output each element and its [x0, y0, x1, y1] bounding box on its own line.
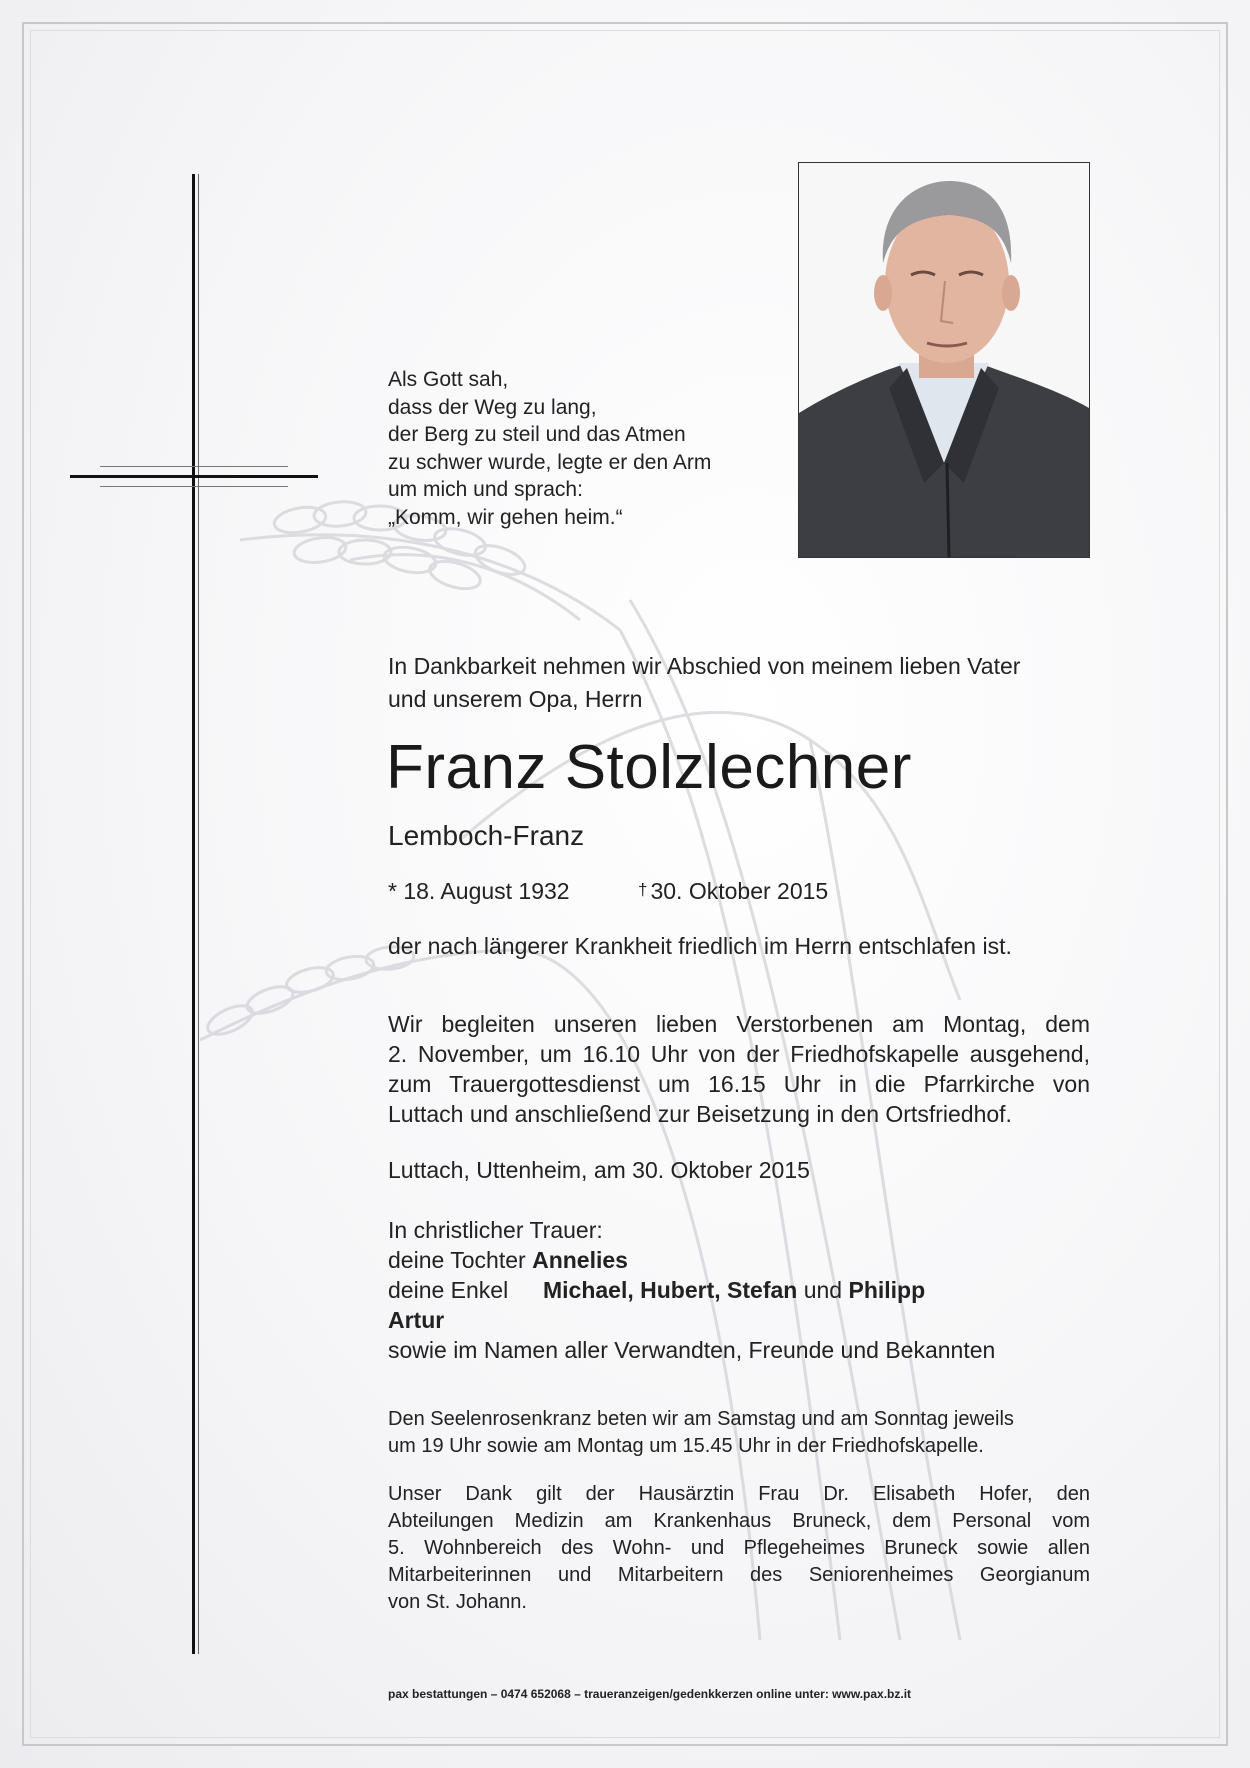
quote-line: „Komm, wir gehen heim.“ — [388, 505, 623, 529]
rosary-line: Den Seelenrosenkranz beten wir am Samstag und am Sonntag jeweils — [388, 1408, 1014, 1430]
dagger-icon: † — [638, 880, 648, 899]
thanks-line: 5. Wohnbereich des Wohn- und Pflegeheimes Bruneck sowie allen — [388, 1537, 1090, 1559]
thanks-line: Mitarbeiterinnen und Mitarbeitern des Seniorenheimes Georgianum — [388, 1564, 1090, 1586]
daughter-label: deine Tochter — [388, 1247, 533, 1273]
deceased-nickname: Lemboch-Franz — [388, 820, 585, 851]
memorial-quote — [388, 366, 788, 531]
grandchildren-label: deine Enkel — [388, 1277, 509, 1303]
mourner-relatives: sowie im Namen aller Verwandten, Freunde und Bekannten — [388, 1337, 996, 1363]
funeral-line: 2. November, um 16.10 Uhr von der Friedhofskapelle ausgehend, — [388, 1041, 1090, 1067]
funeral-line: Wir begleiten unseren lieben Verstorbenen am Montag, dem — [388, 1011, 1090, 1037]
intro-line: und unserem Opa, Herrn — [388, 686, 643, 712]
footer-credits: pax bestattungen – 0474 652068 – traueranzeigen/gedenkkerzen online unter: www.pax.bz.it — [388, 1687, 912, 1701]
mourner-daughter — [388, 1245, 1090, 1275]
intro-text — [388, 650, 1090, 716]
thanks-notice — [388, 1481, 1090, 1616]
cross-vertical-line — [198, 174, 199, 1654]
cross-vertical-beam — [192, 174, 195, 1654]
daughter-name: Annelies — [532, 1247, 628, 1273]
portrait-image — [799, 163, 1089, 557]
quote-line: um mich und sprach: — [388, 478, 583, 501]
and-word: und — [797, 1277, 849, 1303]
place-and-date: Luttach, Uttenheim, am 30. Oktober 2015 — [388, 1157, 810, 1183]
rosary-line: um 19 Uhr sowie am Montag um 15.45 Uhr in der Friedhofskapelle. — [388, 1435, 984, 1457]
quote-line: Als Gott sah, — [388, 368, 509, 391]
intro-line: In Dankbarkeit nehmen wir Abschied von meinem lieben Vater — [388, 653, 1021, 679]
funeral-announcement — [388, 1009, 1090, 1129]
thanks-line: Unser Dank gilt der Hausärztin Frau Dr. Elisabeth Hofer, den — [388, 1483, 1090, 1505]
additional-name: Artur — [388, 1307, 445, 1333]
death-date: 30. Oktober 2015 — [650, 878, 829, 904]
grandchild-last: Philipp — [848, 1277, 926, 1303]
mourner-grandchildren — [388, 1275, 1090, 1305]
rosary-notice — [388, 1406, 1090, 1460]
mourners-list — [388, 1215, 1090, 1365]
mourner-additional — [388, 1305, 1090, 1335]
quote-line: dass der Weg zu lang, — [388, 395, 597, 419]
death-date-group — [638, 874, 828, 907]
quote-line: der Berg zu steil und das Atmen — [388, 423, 686, 446]
cross-horizontal-line-top — [100, 466, 288, 467]
mourners-heading: In christlicher Trauer: — [388, 1217, 603, 1243]
cross-horizontal-beam — [70, 475, 318, 478]
funeral-line: zum Trauergottesdienst um 16.15 Uhr in die Pfarrkirche von — [388, 1071, 1090, 1097]
grandchildren-names: Michael, Hubert, Stefan — [543, 1277, 798, 1303]
funeral-line: Luttach und anschließend zur Beisetzung in den Ortsfriedhof. — [388, 1101, 1012, 1127]
thanks-line: von St. Johann. — [388, 1591, 527, 1613]
deceased-name: Franz Stolzlechner — [386, 733, 912, 802]
passing-text: der nach längerer Krankheit friedlich im Herrn entschlafen ist. — [388, 933, 1012, 959]
quote-line: zu schwer wurde, legte er den Arm — [388, 450, 712, 474]
life-dates — [388, 874, 828, 907]
portrait-photo — [798, 162, 1090, 558]
thanks-line: Abteilungen Medizin am Krankenhaus Bruneck, dem Personal vom — [388, 1510, 1090, 1532]
birth-date: * 18. August 1932 — [388, 878, 570, 904]
cross-horizontal-line-bottom — [100, 486, 288, 487]
